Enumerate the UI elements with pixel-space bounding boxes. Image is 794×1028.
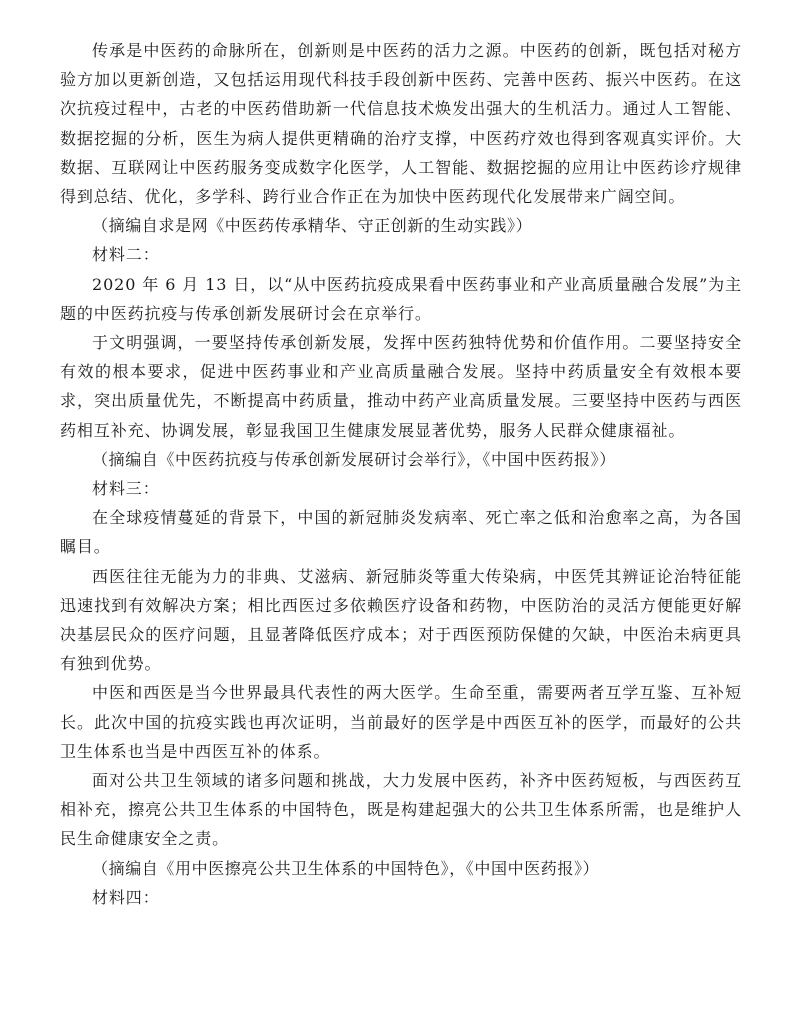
paragraph-two-medicines: 中医和西医是当今世界最具代表性的两大医学。生命至重，需要两者互学互鉴、互补短长。此次中国的抗疫实践也再次证明，当前最好的医学是中西医互补的医学，而最好的公共卫生体系也当是中西医互补的体系。	[60, 683, 742, 761]
paragraph-yu-wenming: 于文明强调，一要坚持传承创新发展，发挥中医药独特优势和价值作用。二要坚持安全有效的根本要求，促进中医药事业和产业高质量融合发展。坚持中药质量安全有效根本要求，突出质量优先，不断提高中药质量，推动中药产业高质量发展。三要坚持中医药与西医药相互补充、协调发展，彰显我国卫生健康发展显著优势，服务人民群众健康福祉。	[60, 333, 742, 440]
paragraph-western-medicine: 西医往往无能为力的非典、艾滋病、新冠肺炎等重大传染病，中医凭其辨证论治特征能迅速找到有效解决方案；相比西医过多依赖医疗设备和药物，中医防治的灵活方便能更好解决基层民众的医疗问题，且显著降低医疗成本；对于西医预防保健的欠缺，中医治未病更具有独到优势。	[60, 566, 742, 674]
source-citation-qiushi: （摘编自求是网《中医药传承精华、守正创新的生动实践》）	[92, 216, 533, 236]
paragraph-seminar: 2020 年 6 月 13 日，以“从中医药抗疫成果看中医药事业和产业高质量融合发展”为主题的中医药抗疫与传承创新发展研讨会在京举行。	[60, 274, 742, 323]
source-citation-public-health: （摘编自《用中医擦亮公共卫生体系的中国特色》，《中国中医药报》）	[92, 858, 600, 878]
material-four-label: 材料四：	[92, 887, 160, 907]
paragraph-innovation: 传承是中医药的命脉所在，创新则是中医药的活力之源。中医药的创新，既包括对秘方验方加以更新创造，又包括运用现代科技手段创新中医药、完善中医药、振兴中医药。在这次抗疫过程中，古老的中医药借助新一代信息技术焕发出强大的生机活力。通过人工智能、数据挖掘的分析，医生为病人提供更精确的治疗支撑，中医药疗效也得到客观真实评价。大数据、互联网让中医药服务变成数字化医学，人工智能、数据挖掘的应用让中医药诊疗规律得到总结、优化，多学科、跨行业合作正在为加快中医药现代化发展带来广阔空间。	[60, 41, 742, 207]
source-citation-seminar: （摘编自《中医药抗疫与传承创新发展研讨会举行》，《中国中医药报》）	[92, 449, 616, 469]
paragraph-public-health: 面对公共卫生领域的诸多问题和挑战，大力发展中医药，补齐中医药短板，与西医药互相补充，擦亮公共卫生体系的中国特色，既是构建起强大的公共卫生体系所需，也是维护人民生命健康安全之责。	[60, 771, 742, 849]
document-page	[60, 36, 742, 912]
material-three-label: 材料三：	[92, 479, 160, 499]
material-two-label: 材料二：	[92, 245, 160, 265]
paragraph-global-epidemic: 在全球疫情蔓延的背景下，中国的新冠肺炎发病率、死亡率之低和治愈率之高，为各国瞩目。	[60, 508, 742, 557]
